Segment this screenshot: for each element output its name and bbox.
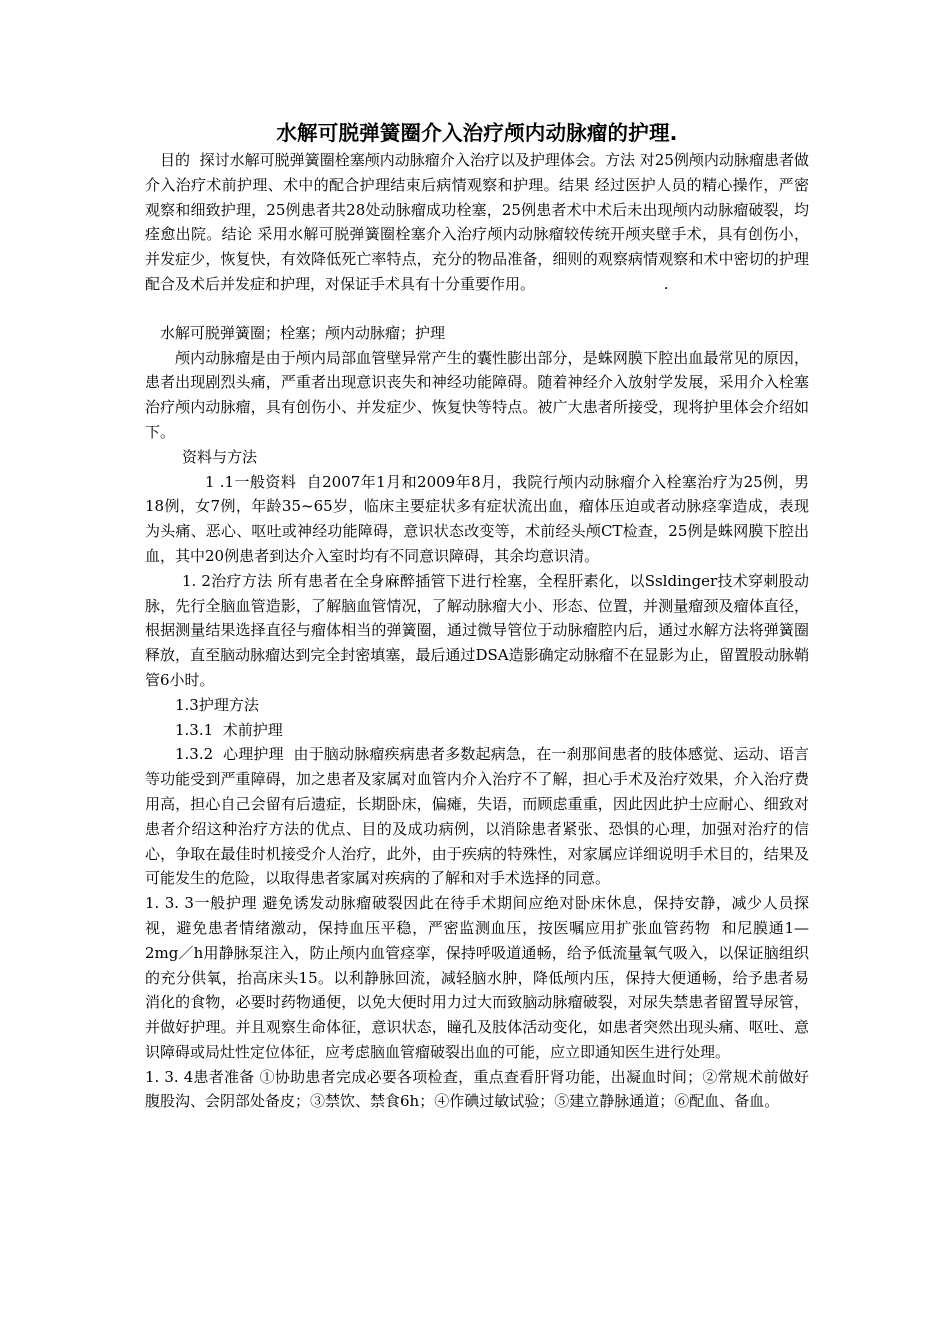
intro-paragraph: 颅内动脉瘤是由于颅内局部血管壁异常产生的囊性膨出部分，是蛛网膜下腔出血最常见的原因，患者出现剧烈头痛，严重者出现意识丧失和神经功能障碍。随着神经介入放射学发展，采用介入栓塞治疗颅内动脉瘤，具有创伤小、并发症少、恢复快等特点。被广大患者所接受，现将护里体会介绍如下。 xyxy=(145,348,809,441)
document-title: 水解可脱弹簧圈介入治疗颅内动脉瘤的护理. xyxy=(276,121,678,145)
preop-heading: 1.3.1 术前护理 xyxy=(175,720,283,739)
section-heading: 资料与方法 xyxy=(182,447,258,466)
document-page xyxy=(145,118,809,1114)
abstract-paragraph: 目的 探讨水解可脱弹簧圈栓塞颅内动脉瘤介入治疗以及护理体会。方法 对25例颅内动脉瘤患者做介入治疗术前护理、术中的配合护理结束后病情观察和护理。结果 经过医护人员的精心操作，严密观察和细致护理，25例患者共28处动脉瘤成功栓塞，25例患者术中术后未出现颅内动脉瘤破裂，均痊愈出院。结论 采用水解可脱弹簧圈栓塞介入治疗颅内动脉瘤较传统开颅夹壁手术，具有创伤小，并发症少，恢复快，有效降低死亡率特点，充分的物品准备，细则的观察病情观察和术中密切的护理配合及术后并发症和护理，对保证手术具有十分重要作用。 . xyxy=(145,151,809,293)
general-care-paragraph: 1. 3. 3一般护理 避免诱发动脉瘤破裂因此在待手术期间应绝对卧床休息，保持安静，减少人员探视，避免患者情绪激动，保持血压平稳，严密监测血压，按医嘱应用扩张血管药物 和尼膜通1—2mg／h用静脉泵注入，防止颅内血管痉挛，保持呼吸道通畅，给予低流量氧气吸入，以保证脑组织的充分供氧，抬高床头15。以利静脉回流，减轻脑水肿，降低颅内压，保持大便通畅，给予患者易消化的食物，必要时药物通便，以免大便时用力过大而致脑动脉瘤破裂，对尿失禁患者留置导尿管，并做好护理。并且观察生命体征，意识状态，瞳孔及肢体活动变化，如患者突然出现头痛、呕吐、意识障碍或局灶性定位体征，应考虑脑血管瘤破裂出血的可能，应立即通知医生进行处理。 xyxy=(145,894,809,1061)
keywords-line: 水解可脱弹簧圈；栓塞；颅内动脉瘤；护理 xyxy=(160,323,446,342)
patient-prep-paragraph: 1. 3. 4患者准备 ①协助患者完成必要各项检查，重点查看肝肾功能，出凝血时间；②常规术前做好腹股沟、会阴部处备皮；③禁饮、禁食6h；④作碘过敏试验；⑤建立静脉通道；⑥配血、备血。 xyxy=(145,1067,809,1111)
psych-care-paragraph: 1.3.2 心理护理 由于脑动脉瘤疾病患者多数起病急，在一刹那间患者的肢体感觉、运动、语言等功能受到严重障碍，加之患者及家属对血管内介入治疗不了解，担心手术及治疗效果，介入治疗费用高，担心自己会留有后遗症，长期卧床，偏瘫，失语，而顾虑重重，因此因此护士应耐心、细致对患者介绍这种治疗方法的优点、目的及成功病例，以消除患者紧张、恐惧的心理，加强对治疗的信心，争取在最佳时机接受介人治疗，此外，由于疾病的特殊性，对家属应详细说明手术目的，结果及可能发生的危险，以取得患者家属对疾病的了解和对手术选择的同意。 xyxy=(145,745,809,888)
nursing-heading: 1.3护理方法 xyxy=(175,695,259,714)
treatment-method-paragraph: 1. 2治疗方法 所有患者在全身麻醉插管下进行栓塞，全程肝素化，以Ssldinger技术穿刺股动脉，先行全脑血管造影，了解脑血管情况，了解动脉瘤大小、形态、位置，并测量瘤颈及瘤体直径，根据测量结果选择直径与瘤体相当的弹簧圈，通过微导管位于动脉瘤腔内后，通过水解方法将弹簧圈释放，直至脑动脉瘤达到完全封密填塞，最后通过DSA造影确定动脉瘤不在显影为止，留置股动脉鞘管6小时。 xyxy=(145,571,809,689)
general-info-paragraph: 1 .1一般资料 自2007年1月和2009年8月，我院行颅内动脉瘤介入栓塞治疗为25例，男18例，女7例，年龄35~65岁，临床主要症状多有症状流出血，瘤体压迫或者动脉痉挛造成，表现为头痛、恶心、呕吐或神经功能障碍，意识状态改变等，术前经头颅CT检查，25例是蛛网膜下腔出血，其中20例患者到达介入室时均有不同意识障碍，其余均意识清。 xyxy=(145,472,809,565)
